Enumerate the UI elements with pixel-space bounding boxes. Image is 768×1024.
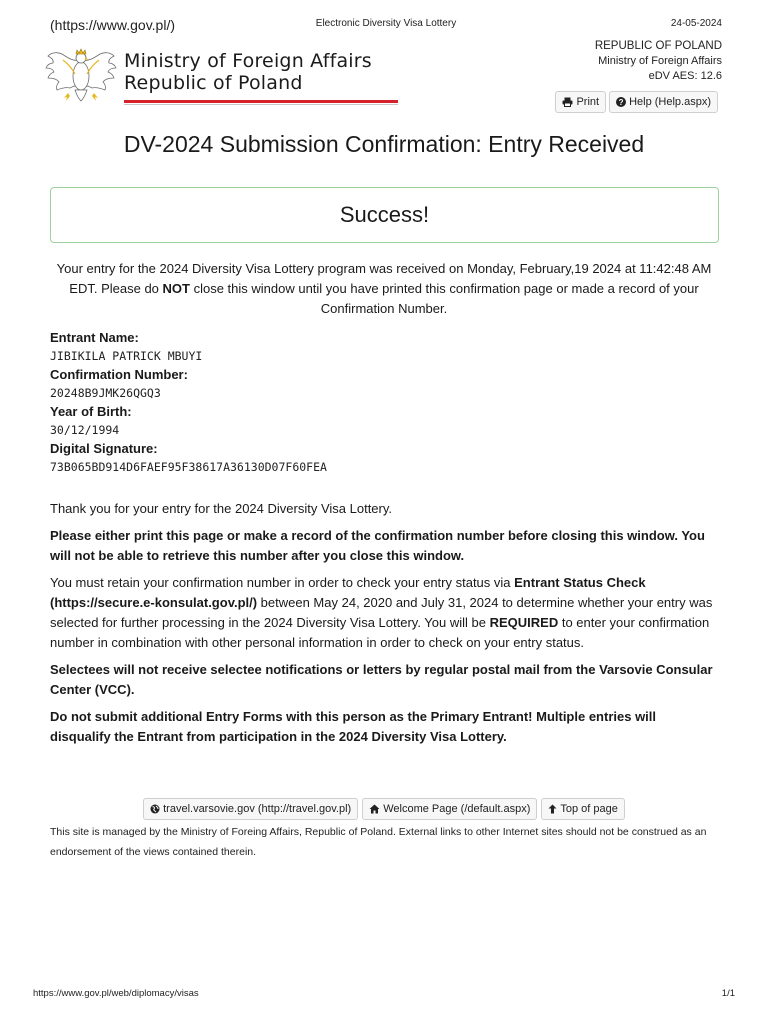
welcome-page-label: Welcome Page (/default.aspx) — [383, 803, 531, 815]
retain-text-part2: between May 24, 2020 and July 31, 2024 to determine whether your entry was selected for further processing in the 2024 Diversity Visa Lottery. You will be — [50, 595, 713, 630]
ministry-name — [124, 50, 372, 94]
print-header — [50, 16, 722, 36]
arrow-up-icon — [548, 804, 557, 814]
header-accent-line — [124, 100, 398, 103]
welcome-page-button[interactable] — [362, 798, 537, 820]
confirmation-number-value: 20248B9JMK26QGQ3 — [50, 386, 161, 400]
printer-icon — [562, 97, 573, 107]
print-header-date: 24-05-2024 — [670, 18, 722, 29]
success-banner — [50, 187, 719, 243]
header-toolbar — [555, 91, 718, 113]
entrant-name-value: JIBIKILA PATRICK MBUYI — [50, 349, 203, 363]
retain-paragraph — [50, 573, 720, 653]
digital-signature-value: 73B065BD914D6FAEF95F38617A36130D07F60FEA — [50, 460, 327, 474]
print-button-label: Print — [576, 96, 600, 108]
retain-text-part1: You must retain your confirmation number in order to check your entry status via — [50, 575, 515, 590]
digital-signature-label: Digital Signature: — [50, 441, 158, 456]
intro-text-part1: Your entry for the 2024 Diversity Visa Lottery program was received on Monday, February,19 2024 at 11:42:48 AM EDT. Please do — [56, 261, 712, 296]
ministry-name-line2: Republic of Poland — [124, 72, 303, 94]
confirmation-number-label: Confirmation Number: — [50, 367, 188, 382]
print-warning-paragraph: Please either print this page or make a record of the confirmation number before closing this window. You will not be able to retrieve this number after you close this window. — [50, 528, 705, 563]
print-button[interactable] — [555, 91, 606, 113]
print-footer-page-number: 1/1 — [721, 988, 735, 999]
ministry-short-name: Ministry of Foreign Affairs — [598, 55, 722, 67]
page-title: DV-2024 Submission Confirmation: Entry Received — [123, 131, 645, 157]
question-circle-icon: ? — [616, 97, 626, 107]
entrant-status-check-link[interactable]: Entrant Status Check (https://secure.e-konsulat.gov.pl/) — [50, 575, 646, 610]
retain-text-part3: to enter your confirmation number in combination with other personal information in order to check on your entry status. — [50, 615, 710, 650]
footer-links — [0, 798, 768, 820]
footer-disclaimer: This site is managed by the Ministry of Foreing Affairs, Republic of Poland. External links to other Internet sites should not be construed as an endorsement of the views contained therein. — [50, 826, 707, 858]
top-of-page-label: Top of page — [560, 803, 618, 815]
entry-details — [50, 329, 718, 477]
travel-link-label: travel.varsovie.gov (http://travel.gov.pl) — [163, 803, 352, 815]
header-divider-line — [124, 104, 398, 105]
help-button[interactable] — [609, 91, 718, 113]
success-message: Success! — [339, 202, 430, 227]
intro-not-emphasis: NOT — [162, 281, 190, 296]
home-icon — [369, 804, 380, 814]
globe-icon — [150, 804, 160, 814]
confirmation-body — [50, 499, 720, 754]
print-header-url: (https://www.gov.pl/) — [50, 17, 176, 33]
ministry-name-line1: Ministry of Foreign Affairs — [124, 50, 372, 72]
top-of-page-button[interactable] — [541, 798, 625, 820]
selectees-note: Selectees will not receive selectee notifications or letters by regular postal mail from the Varsovie Consular Center (VCC). — [50, 662, 713, 697]
white-eagle-emblem-icon — [44, 46, 118, 108]
version-label: eDV AES: 12.6 — [648, 70, 722, 82]
print-header-title: Electronic Diversity Visa Lottery — [315, 18, 457, 29]
print-footer — [33, 988, 735, 1002]
required-emphasis: REQUIRED — [489, 615, 559, 630]
travel-link-button[interactable] — [143, 798, 358, 820]
intro-paragraph — [50, 259, 718, 319]
print-footer-url: https://www.gov.pl/web/diplomacy/visas — [33, 988, 199, 999]
entrant-name-label: Entrant Name: — [50, 330, 139, 345]
additional-entries-note: Do not submit additional Entry Forms with this person as the Primary Entrant! Multiple entries will disqualify the Entrant from participation in the 2024 Diversity Visa Lottery. — [50, 709, 657, 744]
country-name: REPUBLIC OF POLAND — [594, 40, 722, 52]
intro-text-part2: close this window until you have printed this confirmation page or made a record of your Confirmation Number. — [189, 281, 699, 316]
year-of-birth-value: 30/12/1994 — [50, 423, 120, 437]
year-of-birth-label: Year of Birth: — [50, 404, 132, 419]
country-block — [595, 39, 722, 84]
help-button-label: Help (Help.aspx) — [629, 96, 711, 108]
thanks-paragraph: Thank you for your entry for the 2024 Diversity Visa Lottery. — [50, 501, 393, 516]
